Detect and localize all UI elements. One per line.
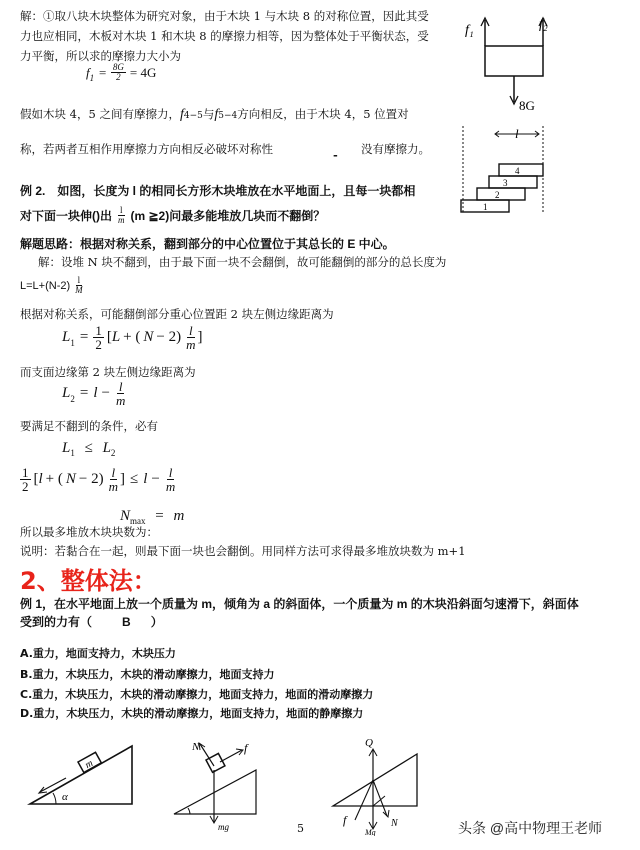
solution-note: 说明：若黏合在一起，则最下面一块也会翻倒。用同样方法可求得最多堆放块数为 m+1 — [20, 544, 466, 558]
example1-line1: 例 1，在水平地面上放一个质量为 m，倾角为 a 的斜面体，一个质量为 m 的木块沿斜面匀速滑下，斜面体 — [20, 597, 579, 611]
inequality-full: $\frac{1}{2}$ [ l + ( N − 2) $\frac{l}{m}$ ] ≤ l − $\frac{l}{m}$ — [22, 465, 176, 494]
section-heading: 2、整体法： — [20, 567, 157, 595]
friction-label: f — [244, 741, 248, 755]
eq-f1-num: 8G — [112, 62, 124, 72]
option-a: A.重力，地面支持力，木块压力 — [20, 647, 176, 660]
length-expr-den: M — [75, 285, 83, 295]
equation-f1: f 1 = $\frac{8G}{2}$ = 4G — [86, 62, 157, 83]
weight-label: 8G — [519, 98, 535, 113]
block-label-1: 1 — [483, 202, 488, 212]
example2-fraction — [116, 206, 127, 225]
block-2 — [477, 188, 525, 200]
para2-mid: 与 — [202, 107, 215, 121]
eq-f1-fraction — [111, 63, 126, 82]
block-label-3: 3 — [503, 178, 508, 188]
length-expr-num: l — [77, 275, 81, 285]
eq-f1-rhs: = 4G — [129, 64, 157, 80]
example1-text-a: 受到的力有（ — [20, 615, 93, 629]
solution-line2: 根据对称关系，可能翻倒部分重心位置距 2 块左侧边缘距离为 — [20, 307, 334, 321]
example2-frac-den: m — [118, 215, 125, 225]
block-3 — [489, 176, 537, 188]
equation-Nmax: $N_{max} = m$ — [120, 508, 185, 526]
option-d: D.重力，木块压力，木块的滑动摩擦力，地面支持力，地面的静摩擦力 — [20, 707, 364, 720]
length-expr-fraction — [73, 276, 85, 295]
para2-line2: 称，若两者互相作用摩擦力方向相反必破坏对称性 - 没有摩擦力。 — [20, 142, 430, 162]
solution-line3: 而支面边缘第 2 块左侧边缘距离为 — [20, 365, 196, 379]
example1-text-b: ） — [150, 615, 163, 629]
example2-text-b: (m ≧2)问最多能堆放几块而不翻倒？ — [130, 208, 326, 223]
solution-idea: 解题思路：根据对称关系，翻到部分的中心位置位于其总长的 E 中心。 — [20, 237, 395, 251]
length-expr-text: L=L+(N-2) — [20, 279, 71, 292]
para2-text-a: 假如木块 4，5 之间有摩擦力， — [20, 107, 180, 121]
box-shape — [485, 46, 543, 76]
normal-force-label: N — [192, 741, 200, 753]
f45-sub: 4−5 — [183, 111, 203, 121]
f1-label: f₁ — [465, 23, 474, 38]
support-Q-label: Q — [365, 737, 373, 749]
example2-line1: 例 2. 如图，长度为 l 的相同长方形木块堆放在水平地面上，且每一块都相 — [20, 184, 416, 198]
watermark: 头条 @高中物理王老师 — [458, 820, 603, 836]
solution-line1: 解：设堆 N 块不翻到，由于最下面一块不会翻倒，故可能翻倒的部分的总长度为 — [38, 255, 447, 269]
angle-label: α — [62, 791, 68, 803]
f54-symbol: f — [214, 107, 219, 122]
eq-f1-sub: 1 — [89, 72, 95, 83]
para1-line3: 力平衡，所以求的摩擦力大小为 — [20, 49, 181, 63]
incline-block-figure — [26, 738, 136, 808]
page-number: 5 — [297, 822, 304, 835]
equation-L2: L 2 = l − $\frac{l}{m}$ — [62, 379, 126, 408]
block-forces-figure — [170, 740, 260, 832]
para1-line1: 解：①取八块木块整体为研究对象，由于木块 1 与木块 8 的对称位置，因此其受 — [20, 9, 429, 23]
stacked-blocks-figure — [455, 122, 550, 217]
eq-f1-lhs: f — [86, 64, 90, 80]
solution-line4: 要满足不翻到的条件，必有 — [20, 419, 158, 433]
eq-f1-den: 2 — [116, 72, 121, 82]
normal-N-label: N — [391, 818, 398, 829]
length-expression — [20, 276, 85, 295]
inequality-L1-L2: $L_1 \le L_2$ — [62, 440, 116, 458]
para2-text-c: 称，若两者互相作用摩擦力方向相反必破坏对称性 — [20, 142, 273, 156]
para2-text-d: 没有摩擦力。 — [361, 142, 430, 156]
f54-sub: 5−4 — [218, 111, 238, 121]
block-label-4: 4 — [515, 166, 520, 176]
para2-line1 — [20, 106, 409, 124]
block-label-2: 2 — [495, 190, 500, 200]
ground-friction-label: f — [343, 813, 347, 827]
incline-forces-figure — [325, 736, 425, 836]
example2-line2 — [20, 206, 325, 225]
example2-frac-num: l — [119, 205, 123, 215]
option-c: C.重力，木块压力，木块的滑动摩擦力，地面支持力，地面的滑动摩擦力 — [20, 688, 374, 701]
solution-line5: 所以最多堆放木块块数为： — [20, 525, 158, 539]
length-label: l — [515, 126, 519, 141]
block-mass-label: m — [83, 757, 96, 771]
example1-line2 — [20, 614, 163, 630]
block-4 — [499, 164, 543, 176]
f45-symbol: f — [179, 107, 184, 122]
weight-mg-label: mg — [218, 822, 229, 832]
equation-L1: L 1 = $\frac{1}{2}$ [ L + ( N − 2) $\frac{l}{m}$ ] — [62, 323, 203, 352]
example1-answer: B — [122, 615, 131, 629]
para1-line2: 力也应相同，木板对木块 1 和木块 8 的摩擦力相等，因为整体处于平衡状态，受 — [20, 29, 429, 43]
force-diagram-figure — [455, 6, 555, 116]
weight-Mg-label: Mg — [365, 828, 376, 836]
f2-label: f₂ — [539, 17, 548, 32]
example2-text-a: 对下面一块伸()出 — [20, 208, 112, 223]
para2-text-b: 方向相反，由于木块 4，5 位置对 — [237, 107, 409, 121]
option-b: B.重力，木块压力，木块的滑动摩擦力，地面支持力 — [20, 668, 275, 681]
